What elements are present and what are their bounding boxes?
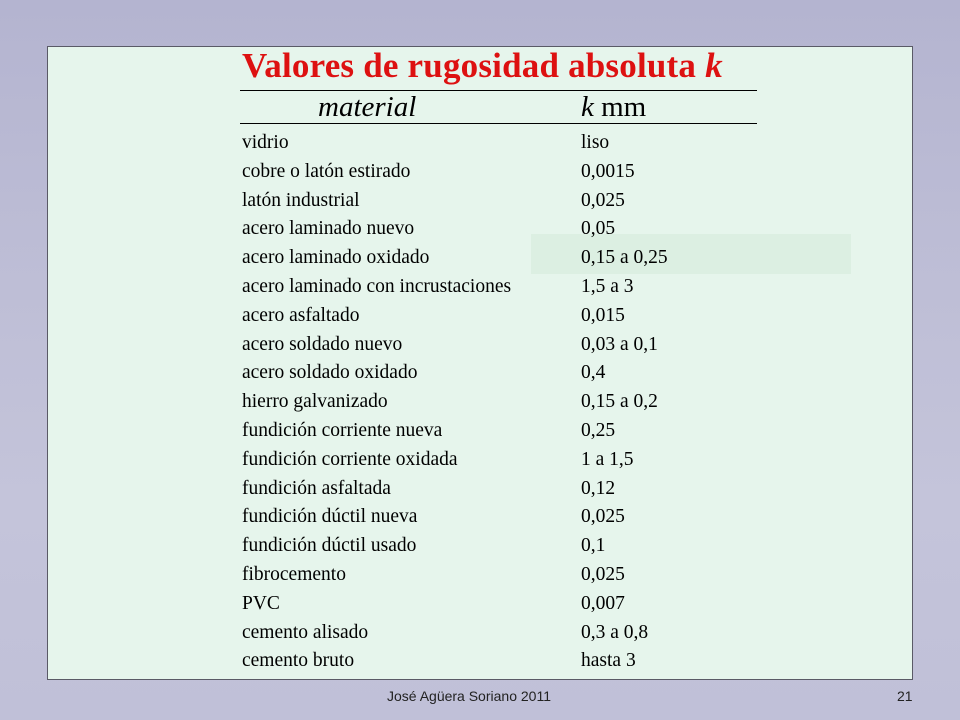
table-row bbox=[242, 447, 762, 476]
table-row bbox=[242, 274, 762, 303]
roughness-value-cell: 1,5 a 3 bbox=[581, 275, 634, 297]
column-header-k-symbol: k bbox=[581, 91, 594, 123]
table-row bbox=[242, 303, 762, 332]
roughness-table-body bbox=[242, 130, 762, 677]
material-cell: acero soldado nuevo bbox=[242, 333, 403, 355]
table-row bbox=[242, 648, 762, 677]
title-k-symbol: k bbox=[705, 46, 723, 85]
material-cell: acero asfaltado bbox=[242, 304, 360, 326]
material-cell: fundición corriente nueva bbox=[242, 419, 443, 441]
roughness-value-cell: 0,15 a 0,25 bbox=[581, 247, 668, 269]
table-row bbox=[242, 130, 762, 159]
roughness-value-cell: 0,12 bbox=[581, 477, 616, 499]
table-row bbox=[242, 476, 762, 505]
roughness-value-cell: 0,05 bbox=[581, 218, 616, 240]
roughness-value-cell: 0,025 bbox=[581, 189, 625, 211]
roughness-value-cell: 0,15 a 0,2 bbox=[581, 391, 658, 413]
table-row bbox=[242, 188, 762, 217]
title-text: Valores de rugosidad absoluta bbox=[242, 46, 697, 85]
table-row bbox=[242, 332, 762, 361]
material-cell: vidrio bbox=[242, 132, 289, 153]
roughness-value-cell: 0,3 a 0,8 bbox=[581, 621, 649, 643]
material-cell: latón industrial bbox=[242, 189, 360, 211]
material-cell: acero laminado oxidado bbox=[242, 247, 430, 269]
material-cell: acero soldado oxidado bbox=[242, 362, 418, 384]
page-number: 21 bbox=[897, 688, 913, 704]
table-row bbox=[242, 216, 762, 245]
table-row bbox=[242, 562, 762, 591]
roughness-value-cell: hasta 3 bbox=[581, 650, 636, 672]
roughness-value-cell: 0,0015 bbox=[581, 160, 635, 182]
material-cell: acero laminado con incrustaciones bbox=[242, 275, 512, 297]
material-cell: hierro galvanizado bbox=[242, 391, 388, 413]
material-cell: cemento alisado bbox=[242, 621, 369, 643]
table-row bbox=[242, 591, 762, 620]
table-row bbox=[242, 245, 762, 274]
page-title bbox=[242, 46, 723, 86]
material-cell: PVC bbox=[242, 592, 280, 614]
roughness-value-cell: 0,03 a 0,1 bbox=[581, 333, 658, 355]
roughness-value-cell: 0,4 bbox=[581, 362, 606, 384]
roughness-value-cell: liso bbox=[581, 132, 610, 153]
column-header-material: material bbox=[318, 91, 417, 123]
material-cell: fibrocemento bbox=[242, 563, 346, 585]
table-row bbox=[242, 418, 762, 447]
roughness-value-cell: 0,025 bbox=[581, 506, 625, 528]
table-row bbox=[242, 389, 762, 418]
material-cell: fundición corriente oxidada bbox=[242, 448, 458, 470]
roughness-value-cell: 0,015 bbox=[581, 304, 625, 326]
table-row bbox=[242, 159, 762, 188]
material-cell: cobre o latón estirado bbox=[242, 160, 411, 182]
footer-author: José Agüera Soriano 2011 bbox=[387, 688, 551, 704]
roughness-value-cell: 0,1 bbox=[581, 535, 606, 557]
table-header-bottom-rule bbox=[240, 123, 757, 124]
material-cell: fundición dúctil usado bbox=[242, 535, 417, 557]
table-row bbox=[242, 504, 762, 533]
material-cell: acero laminado nuevo bbox=[242, 218, 415, 240]
roughness-value-cell: 0,25 bbox=[581, 419, 616, 441]
table-row bbox=[242, 360, 762, 389]
table-row bbox=[242, 533, 762, 562]
column-header-unit: mm bbox=[601, 91, 647, 123]
column-header-k-mm bbox=[581, 91, 646, 124]
material-cell: fundición dúctil nueva bbox=[242, 506, 418, 528]
roughness-value-cell: 0,007 bbox=[581, 592, 625, 614]
roughness-value-cell: 1 a 1,5 bbox=[581, 448, 634, 470]
roughness-value-cell: 0,025 bbox=[581, 563, 625, 585]
table-row bbox=[242, 620, 762, 649]
material-cell: fundición asfaltada bbox=[242, 477, 391, 499]
material-cell: cemento bruto bbox=[242, 650, 355, 672]
